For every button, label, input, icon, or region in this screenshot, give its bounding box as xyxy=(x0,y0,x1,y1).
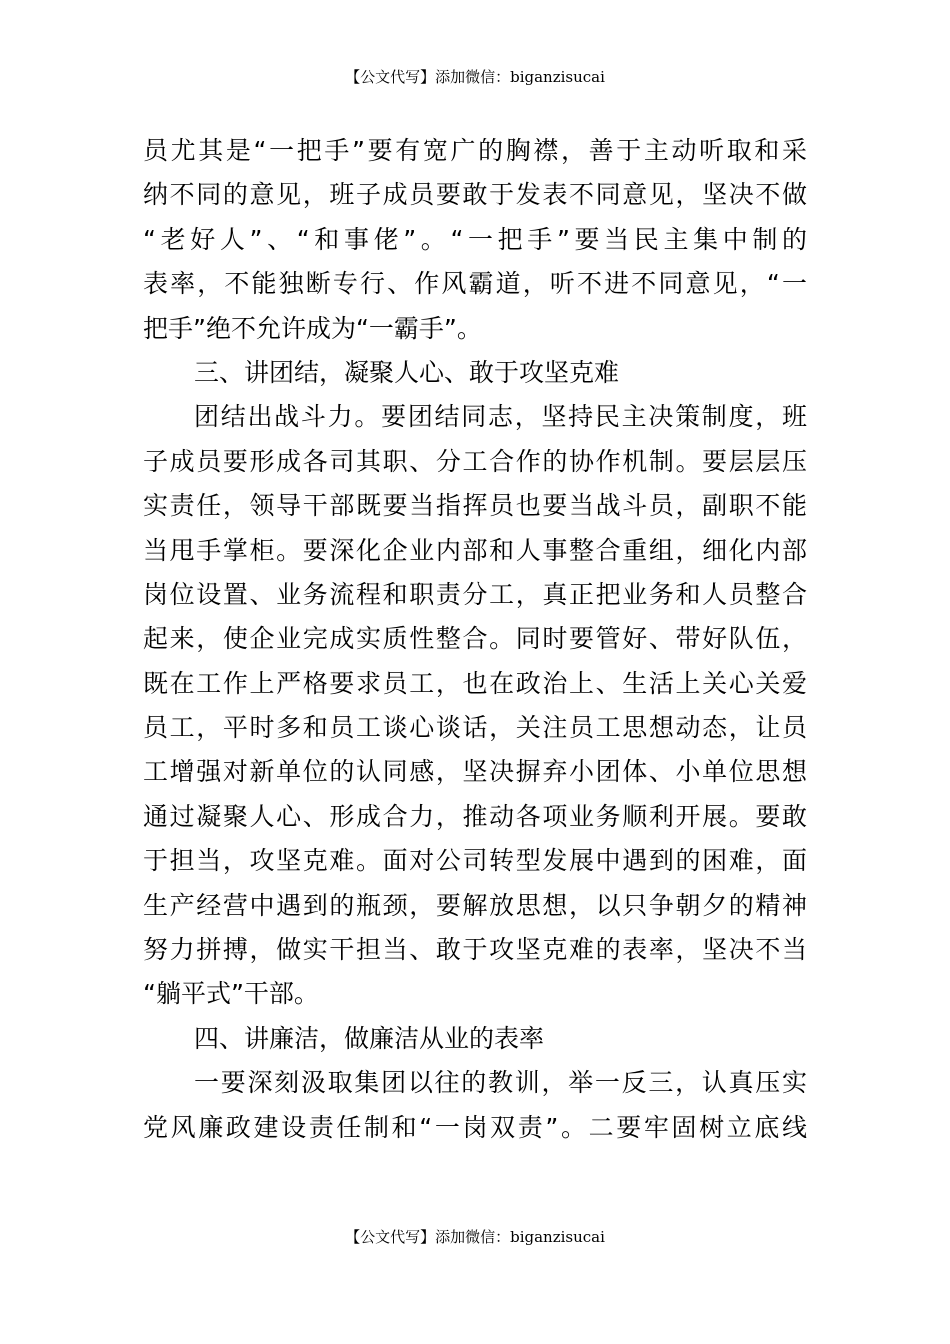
paragraph-line: 既在工作上严格要求员工，也在政治上、生活上关心关爱 xyxy=(143,668,807,698)
paragraph-line: 于担当，攻坚克难。面对公司转型发展中遇到的困难，面 xyxy=(143,846,807,876)
document-body xyxy=(143,129,807,1150)
paragraph-line: “躺平式”干部。 xyxy=(143,979,319,1009)
paragraph-line: 岗位设置、业务流程和职责分工，真正把业务和人员整合 xyxy=(143,579,807,609)
paragraph-line: 员尤其是“一把手”要有宽广的胸襟，善于主动听取和采 xyxy=(143,136,807,165)
paragraph-line: 努力拼搏，做实干担当、敢于攻坚克难的表率，坚决不当 xyxy=(143,935,807,965)
section-heading-4: 四、讲廉洁，做廉洁从业的表率 xyxy=(194,1023,545,1053)
paragraph-line: 把手”绝不允许成为“一霸手”。 xyxy=(143,313,482,343)
paragraph-line: “老好人”、“和事佬”。“一把手”要当民主集中制的 xyxy=(143,224,807,254)
paragraph-line: 通过凝聚人心、形成合力，推动各项业务顺利开展。要敢 xyxy=(143,801,807,831)
paragraph-line: 工增强对新单位的认同感，坚决摒弃小团体、小单位思想 xyxy=(143,757,807,787)
paragraph-line: 一要深刻汲取集团以往的教训，举一反三，认真压实 xyxy=(194,1068,807,1098)
paragraph-line: 团结出战斗力。要团结同志，坚持民主决策制度，班 xyxy=(194,402,807,432)
paragraph-line: 子成员要形成各司其职、分工合作的协作机制。要层层压 xyxy=(143,446,807,476)
paragraph-line: 当甩手掌柜。要深化企业内部和人事整合重组，细化内部 xyxy=(143,535,807,565)
paragraph-line: 生产经营中遇到的瓶颈，要解放思想，以只争朝夕的精神 xyxy=(143,890,807,920)
paragraph-line: 纳不同的意见，班子成员要敢于发表不同意见，坚决不做 xyxy=(143,180,807,210)
paragraph-line: 实责任，领导干部既要当指挥员也要当战斗员，副职不能 xyxy=(143,491,807,521)
paragraph-line: 起来，使企业完成实质性整合。同时要管好、带好队伍， xyxy=(143,624,807,654)
page-footer-watermark: 【公文代写】添加微信：biganzisucai xyxy=(345,1228,605,1246)
section-heading-3: 三、讲团结，凝聚人心、敢于攻坚克难 xyxy=(194,357,620,387)
paragraph-line: 党风廉政建设责任制和“一岗双责”。二要牢固树立底线 xyxy=(143,1112,807,1142)
page-header-watermark: 【公文代写】添加微信：biganzisucai xyxy=(345,68,605,86)
paragraph-line: 表率，不能独断专行、作风霸道，听不进不同意见，“一 xyxy=(143,269,807,299)
paragraph-line: 员工，平时多和员工谈心谈话，关注员工思想动态，让员 xyxy=(143,713,807,743)
